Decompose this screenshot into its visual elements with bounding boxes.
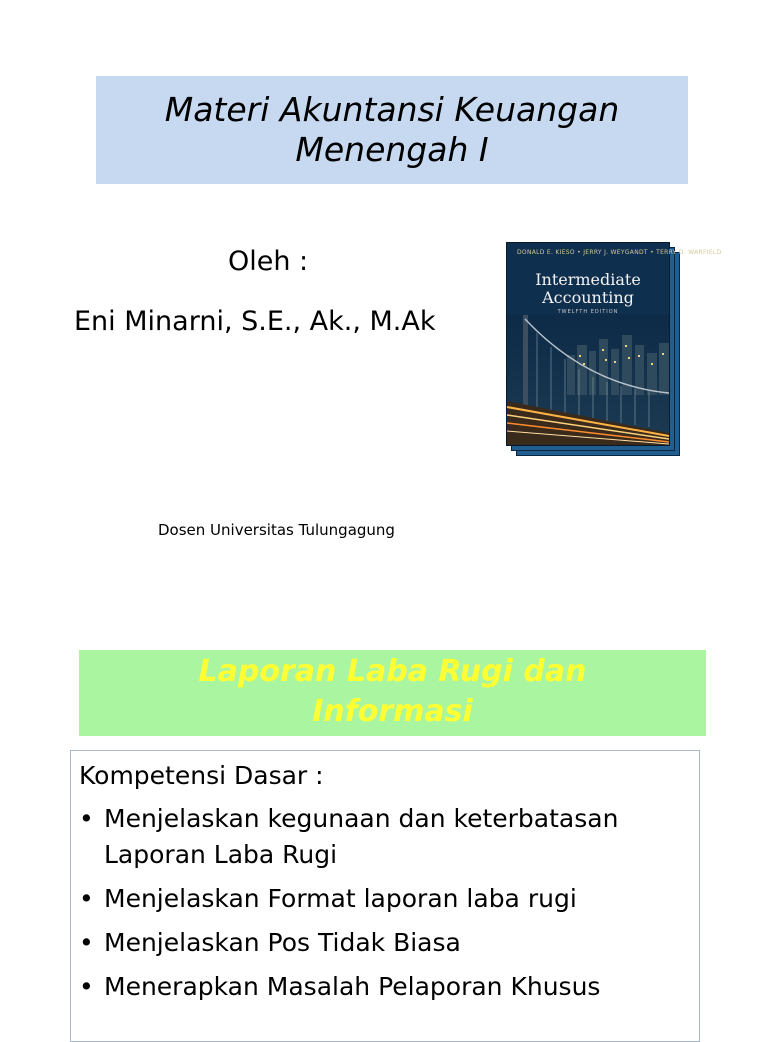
list-item: • Menjelaskan Pos Tidak Biasa bbox=[79, 925, 689, 961]
author-affiliation: Dosen Universitas Tulungagung bbox=[158, 521, 395, 539]
book-edition: TWELFTH EDITION bbox=[557, 309, 619, 315]
oleh-label: Oleh : bbox=[228, 246, 309, 277]
competency-heading: Kompetensi Dasar : bbox=[79, 761, 324, 790]
title-banner bbox=[96, 76, 688, 184]
topic-title-line-1: Laporan Laba Rugi dan bbox=[198, 654, 587, 689]
topic-title bbox=[79, 652, 706, 732]
list-item: • Menjelaskan kegunaan dan keterbatasan Laporan Laba Rugi bbox=[79, 801, 689, 873]
list-item: • Menjelaskan Format laporan laba rugi bbox=[79, 881, 689, 917]
slide-title-line-1: Materi Akuntansi Keuangan bbox=[164, 90, 620, 129]
topic-title-line-2: Informasi bbox=[312, 694, 473, 729]
book-authors: DONALD E. KIESO • JERRY J. WEYGANDT • TERRY D. WARFIELD bbox=[517, 249, 722, 256]
competency-box bbox=[70, 750, 700, 1042]
competency-list bbox=[79, 801, 689, 1013]
bridge-illustration bbox=[507, 315, 669, 445]
slide-title-line-2: Menengah I bbox=[295, 130, 489, 169]
book-title-line-1: Intermediate bbox=[535, 270, 641, 289]
author-name: Eni Minarni, S.E., Ak., M.Ak bbox=[74, 306, 436, 337]
book-title bbox=[507, 271, 669, 307]
list-item: • Menerapkan Masalah Pelaporan Khusus bbox=[79, 969, 689, 1005]
topic-banner bbox=[79, 650, 706, 736]
book-title-line-2: Accounting bbox=[542, 288, 634, 307]
book-cover-image bbox=[506, 242, 722, 454]
slide-title bbox=[96, 90, 688, 170]
